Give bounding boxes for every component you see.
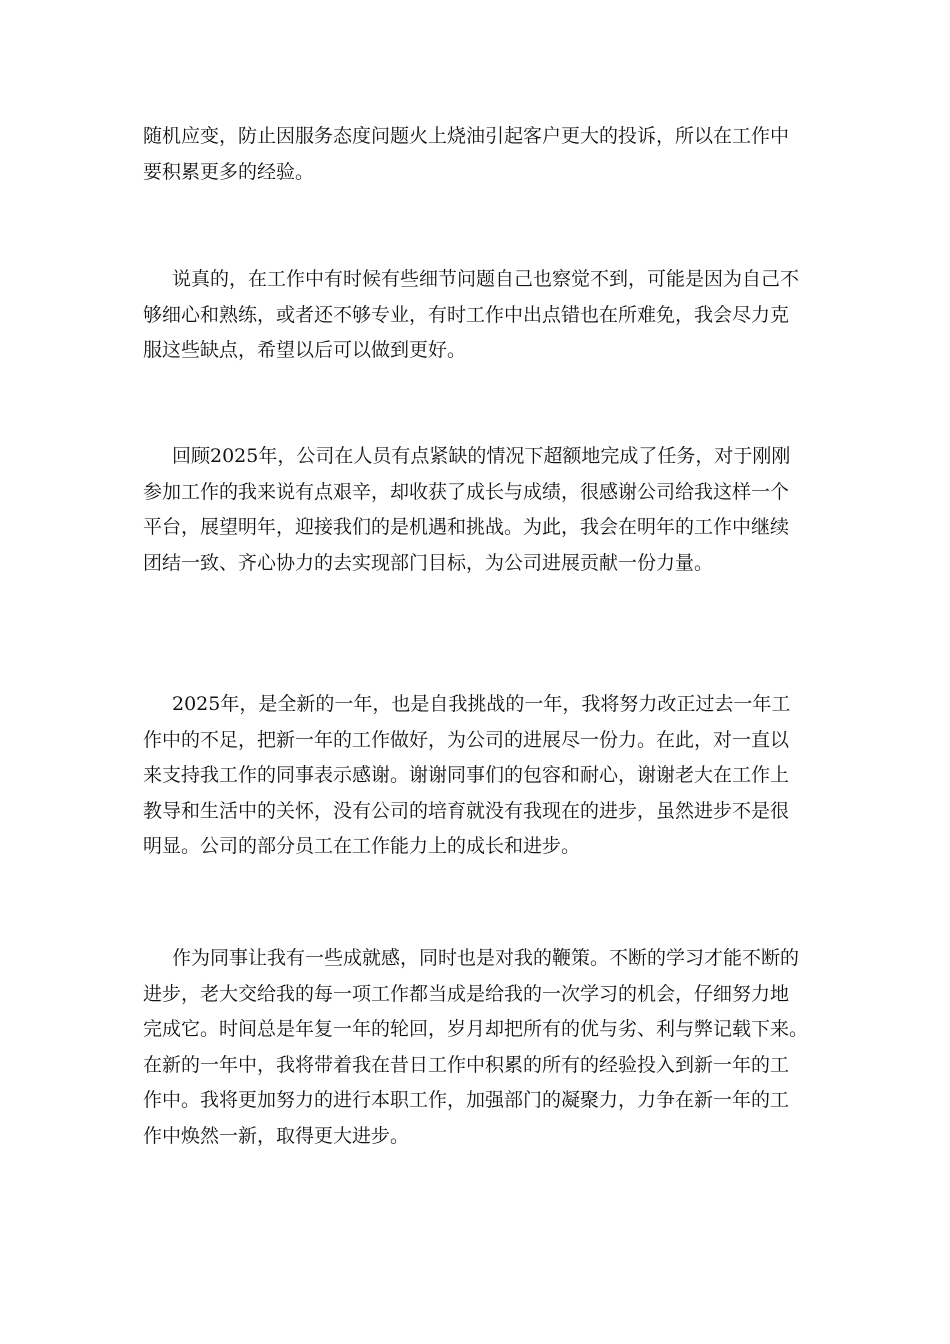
paragraph-1 <box>143 119 815 190</box>
paragraph-1-line-2: 要积累更多的经验。 <box>143 160 315 183</box>
paragraph-3-line-1: 回顾2025年，公司在人员有点紧缺的情况下超额地完成了任务，对于刚刚 <box>172 445 791 467</box>
paragraph-3-line-3: 平台，展望明年，迎接我们的是机遇和挑战。为此，我会在明年的工作中继续 <box>143 516 790 538</box>
paragraph-5-line-5: 作中。我将更加努力的进行本职工作，加强部门的凝聚力，力争在新一年的工 <box>143 1089 790 1111</box>
paragraph-3-line-2: 参加工作的我来说有点艰辛，却收获了成长与成绩，很感谢公司给我这样一个 <box>143 480 790 503</box>
paragraph-2-line-2: 够细心和熟练，或者还不够专业，有时工作中出点错也在所难免，我会尽力克 <box>143 303 790 326</box>
paragraph-1-line-1: 随机应变，防止因服务态度问题火上烧油引起客户更大的投诉，所以在工作中 <box>143 125 790 147</box>
paragraph-3-line-4: 团结一致、齐心协力的去实现部门目标，为公司进展贡献一份力量。 <box>143 551 714 574</box>
paragraph-5-line-2: 进步，老大交给我的每一项工作都当成是给我的一次学习的机会，仔细努力地 <box>143 982 790 1005</box>
paragraph-3 <box>143 439 815 581</box>
paragraph-2 <box>143 262 815 369</box>
paragraph-2-line-3: 服这些缺点，希望以后可以做到更好。 <box>143 339 467 361</box>
paragraph-4-line-2: 作中的不足，把新一年的工作做好，为公司的进展尽一份力。在此，对一直以 <box>143 728 790 751</box>
paragraph-5-line-6: 作中焕然一新，取得更大进步。 <box>143 1124 410 1147</box>
paragraph-5 <box>143 941 815 1154</box>
paragraph-4 <box>143 687 815 865</box>
paragraph-5-line-4: 在新的一年中，我将带着我在昔日工作中积累的所有的经验投入到新一年的工 <box>143 1053 790 1076</box>
paragraph-4-line-3: 来支持我工作的同事表示感谢。谢谢同事们的包容和耐心，谢谢老大在工作上 <box>143 764 790 786</box>
paragraph-4-line-1: 2025年，是全新的一年，也是自我挑战的一年，我将努力改正过去一年工 <box>172 693 791 715</box>
paragraph-2-line-1: 说真的，在工作中有时候有些细节问题自己也察觉不到，可能是因为自己不 <box>172 268 800 290</box>
paragraph-5-line-3: 完成它。时间总是年复一年的轮回，岁月却把所有的优与劣、利与弊记载下来。 <box>143 1018 809 1040</box>
paragraph-4-line-5: 明显。公司的部分员工在工作能力上的成长和进步。 <box>143 835 581 857</box>
paragraph-4-line-4: 教导和生活中的关怀，没有公司的培育就没有我现在的进步，虽然进步不是很 <box>143 799 790 822</box>
paragraph-5-line-1: 作为同事让我有一些成就感，同时也是对我的鞭策。不断的学习才能不断的 <box>172 947 800 969</box>
